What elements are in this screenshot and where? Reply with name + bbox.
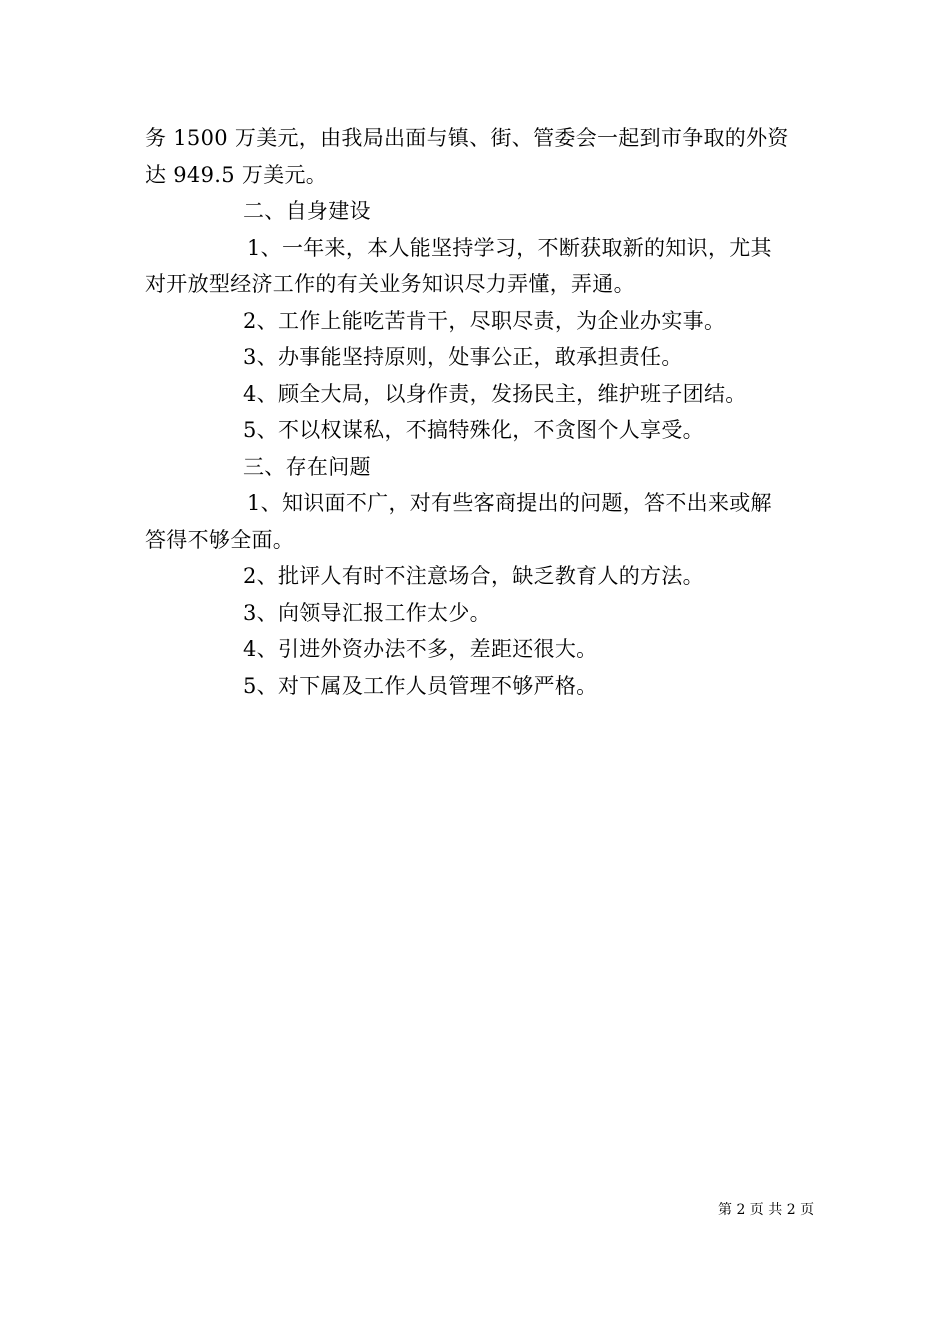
paragraph-line: 对开放型经济工作的有关业务知识尽力弄懂，弄通。 (145, 272, 635, 296)
list-item: 2、工作上能吃苦肯干，尽职尽责，为企业办实事。 (243, 308, 726, 333)
list-item: 3、向领导汇报工作太少。 (243, 600, 491, 625)
page-number-footer: 第 2 页 共 2 页 (718, 1202, 815, 1218)
section-heading-problems: 三、存在问题 (243, 454, 371, 479)
paragraph-line: 务 1500 万美元，由我局出面与镇、街、管委会一起到市争取的外资 (145, 126, 789, 150)
list-item: 4、引进外资办法不多，差距还很大。 (243, 637, 598, 661)
list-item: 4、顾全大局，以身作责，发扬民主，维护班子团结。 (243, 381, 747, 406)
list-item: 1、知识面不广，对有些客商提出的问题，答不出来或解 (247, 491, 772, 515)
list-item: 3、办事能坚持原则，处事公正，敢承担责任。 (243, 345, 683, 369)
list-item: 5、不以权谋私，不搞特殊化，不贪图个人享受。 (243, 418, 704, 442)
list-item: 5、对下属及工作人员管理不够严格。 (243, 673, 598, 698)
paragraph-line: 答得不够全面。 (145, 527, 295, 552)
paragraph-line: 达 949.5 万美元。 (145, 162, 328, 187)
section-heading-self-building: 二、自身建设 (243, 199, 371, 223)
list-item: 1、一年来，本人能坚持学习，不断获取新的知识，尤其 (247, 235, 772, 260)
list-item: 2、批评人有时不注意场合，缺乏教育人的方法。 (243, 564, 704, 588)
document-body (145, 120, 810, 704)
